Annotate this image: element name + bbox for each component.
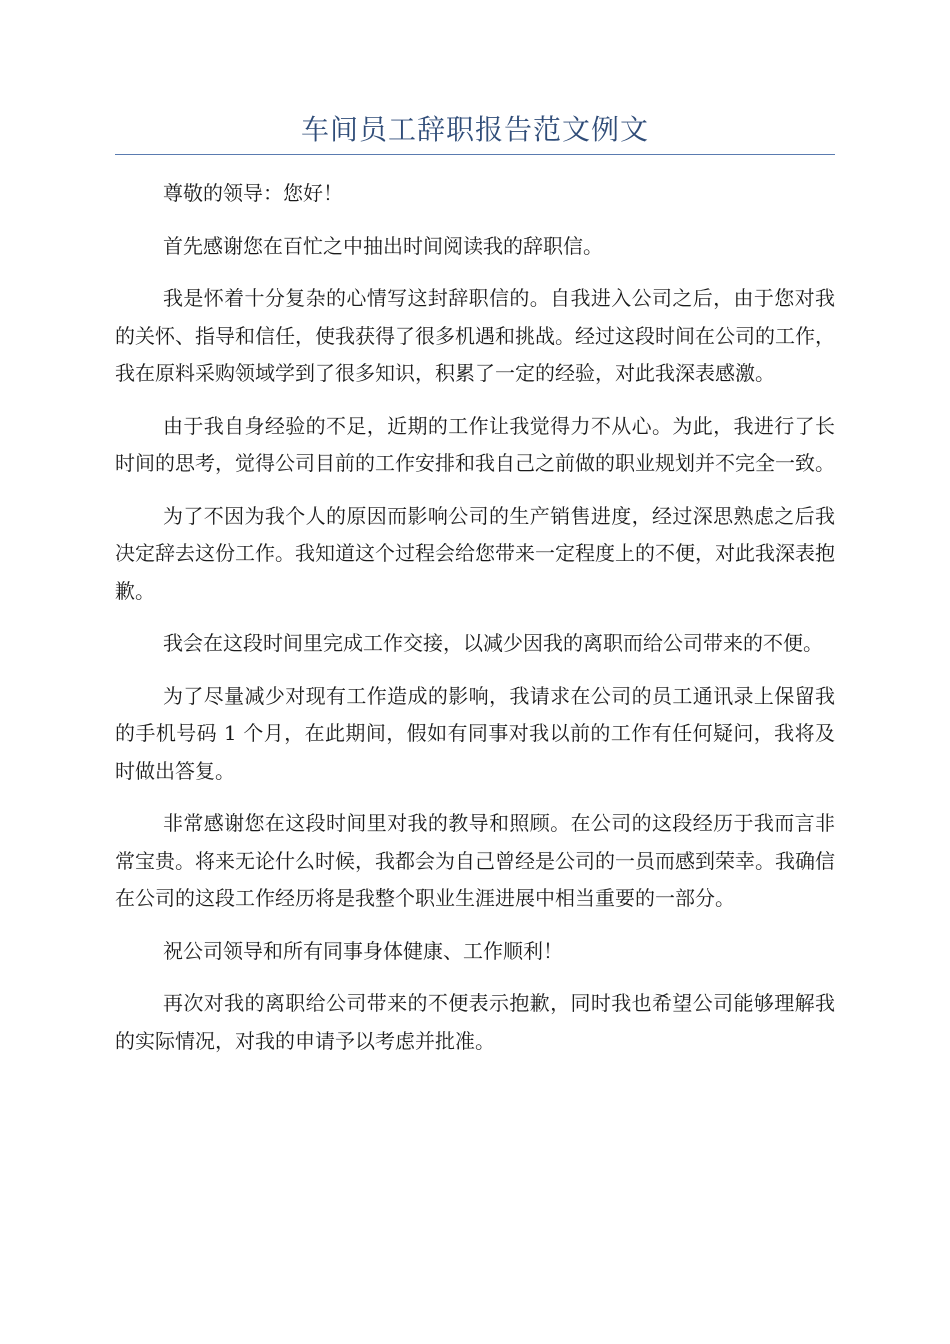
paragraph: 非常感谢您在这段时间里对我的教导和照顾。在公司的这段经历于我而言非常宝贵。将来无论什么时候，我都会为自己曾经是公司的一员而感到荣幸。我确信在公司的这段工作经历将是我整个职业生涯进展中相当重要的一部分。 [115, 811, 835, 910]
paragraph: 我是怀着十分复杂的心情写这封辞职信的。自我进入公司之后，由于您对我的关怀、指导和信任，使我获得了很多机遇和挑战。经过这段时间在公司的工作，我在原料采购领域学到了很多知识，积累了一定的经验，对此我深表感激。 [115, 286, 835, 385]
paragraph: 由于我自身经验的不足，近期的工作让我觉得力不从心。为此，我进行了长时间的思考，觉得公司目前的工作安排和我自己之前做的职业规划并不完全一致。 [115, 413, 835, 475]
paragraph-wishes: 祝公司领导和所有同事身体健康、工作顺利！ [163, 938, 563, 963]
paragraph: 我会在这段时间里完成工作交接，以减少因我的离职而给公司带来的不便。 [163, 631, 823, 655]
paragraph-closing: 再次对我的离职给公司带来的不便表示抱歉，同时我也希望公司能够理解我的实际情况，对我的申请予以考虑并批准。 [115, 991, 835, 1053]
paragraph: 为了不因为我个人的原因而影响公司的生产销售进度，经过深思熟虑之后我决定辞去这份工作。我知道这个过程会给您带来一定程度上的不便，对此我深表抱歉。 [115, 503, 835, 603]
paragraph-salutation: 尊敬的领导：您好！ [163, 181, 343, 205]
document-title: 车间员工辞职报告范文例文 [300, 113, 649, 146]
paragraph-opening: 首先感谢您在百忙之中抽出时间阅读我的辞职信。 [163, 233, 603, 258]
title-underline [115, 154, 835, 155]
document-body [115, 175, 835, 1075]
paragraph: 为了尽量减少对现有工作造成的影响，我请求在公司的员工通讯录上保留我的手机号码 1 个月，在此期间，假如有同事对我以前的工作有任何疑问，我将及时做出答复。 [115, 683, 835, 783]
